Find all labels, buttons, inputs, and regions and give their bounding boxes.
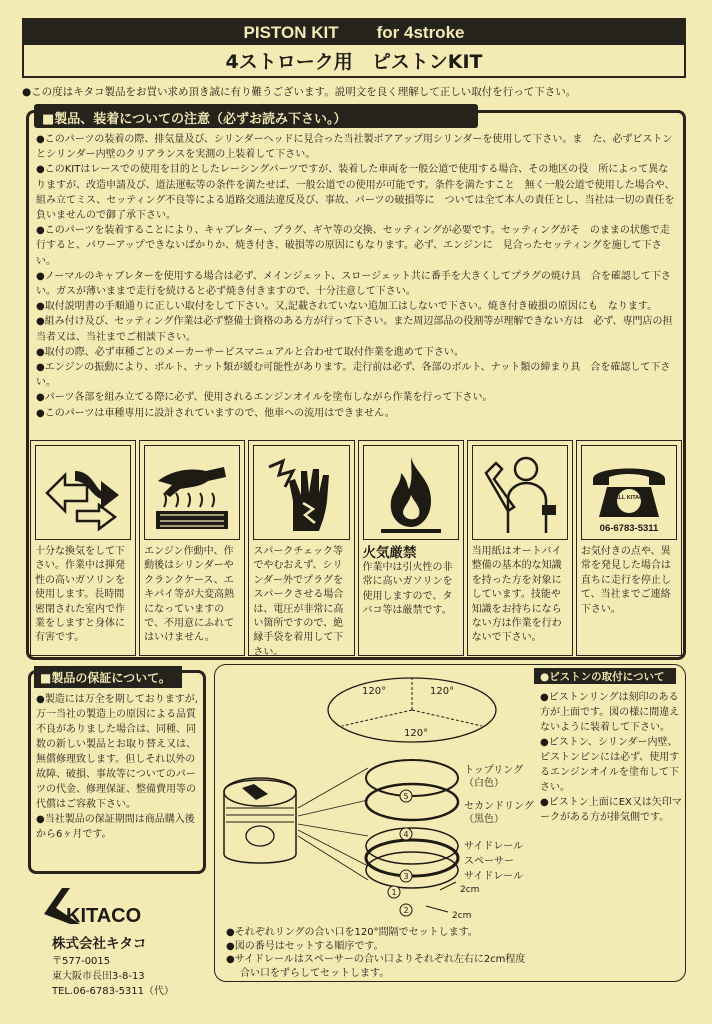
warning-title: 火気厳禁	[362, 545, 417, 561]
caution-note: ●エンジンの振動により、ボルト、ナット類が緩む可能性があります。走行前は必ず、各部のボルト、ナット類の締まり具 合を確認して下さい。	[36, 362, 671, 389]
address: 東大阪市長田3-8-13	[52, 971, 145, 982]
warning-skill	[467, 440, 573, 656]
company-name: 株式会社キタコ	[52, 936, 147, 952]
warning-text: 作業中は引火性の非常に高いガソリンを使用しますので、タバコ等は厳禁です。	[362, 562, 453, 617]
warning-heat	[139, 440, 245, 656]
caution-notes	[36, 132, 678, 421]
caution-note: ●このKITはレースでの使用を目的としたレーシングパーツですが、装着した車両を一般公道で使用する場合、その地区の役 所によって異なりますが、改造申請及び、道法運転等の条件を満たせば、一般公道での使用が可能です。条件を満たすこと 無く一般公道で使用した場合や、組み立てミス、セッティング不良等による道路交通法違反及び、事故、パーツの破損等に ついては全て本人の責任とし、当社は一切の責任を負いませんので御了承下さい。	[36, 164, 675, 222]
warranty-note: ●製造には万全を期しておりますが,万一当社の製造上の原因による品質不良がありました場合は、同種、同数の新しい製品とお取り替え又は、無償修理致します。但しそれ以外の故障、破損、事故等についてのパーツの代金、修理保証、整備費用等の代償はご容赦下さい。	[36, 694, 198, 810]
gap-label: 2cm	[460, 885, 480, 895]
piston-install-heading: ●ピストンの取付について	[534, 668, 676, 684]
phone-number: 06-6783-5311	[599, 522, 659, 534]
postal-code: 〒577-0015	[52, 956, 111, 967]
warning-text: お気付きの点や、異常を発見した場合は直ちに走行を停止して、当社までご連絡下さい。	[580, 546, 671, 615]
telephone-icon	[587, 451, 671, 535]
order-number: 2	[403, 906, 409, 915]
fire-icon	[369, 451, 453, 535]
ring-note: ●図の番号はセットする順序です。	[226, 940, 384, 952]
company-info	[52, 934, 202, 999]
telephone: TEL.06-6783-5311（代）	[52, 986, 175, 997]
intro-text: ●この度はキタコ製品をお買い求め頂き誠に有り難うございます。説明文を良く理解して正しい取付を行って下さい。	[22, 86, 577, 98]
ring-label-spacer: スペーサー	[464, 856, 514, 867]
caution-note: ●このパーツを装着することにより、キャブレター、プラグ、ギヤ等の交換、セッティングが必要です。セッティングがそ のままの状態で走行すると、パワーアップできないばかりか、焼き付き、破損等の原因にもなります。必ず、エンジンに 見合ったセッティングを施して下さい。	[36, 225, 670, 267]
angle-label: 120°	[362, 686, 387, 697]
warning-contact	[576, 440, 682, 656]
ring-note: ●サイドレールはスペーサーの合い口よりそれぞれ左右に2cm程度	[226, 954, 526, 965]
warranty-notes	[36, 692, 202, 842]
title-box	[22, 18, 686, 78]
warning-ventilation	[30, 440, 136, 656]
ring-note: 合い口をずらしてセットします。	[240, 967, 390, 979]
ring-label-text: セカンドリング （黒色）	[464, 801, 534, 825]
ring-label-top	[464, 764, 523, 790]
ring-note: ●それぞれリングの合い口を120°間隔でセットします。	[226, 927, 478, 938]
logo-text: KITACO	[66, 905, 142, 927]
title-for: for 4stroke	[376, 22, 465, 42]
angle-label: 120°	[404, 728, 429, 739]
caution-heading: ■製品、装着についての注意（必ずお読み下さい。）	[34, 104, 478, 128]
caution-note: ●パーツ各部を組み立てる際に必ず、使用されるエンジンオイルを塗布しながら作業を行って下さい。	[36, 392, 493, 404]
warning-text: 当用紙はオートバイ整備の基本的な知識を持った方を対象にしています。技能や知識をお持ちにならない方は作業を行わないで下さい。	[471, 546, 562, 644]
order-number: 3	[403, 872, 409, 881]
caution-note: ●取付の際、必ず車種ごとのメーカーサービスマニュアルと合わせて取付作業を進めて下さい。	[36, 346, 464, 358]
order-number: 1	[391, 888, 397, 897]
order-number: 4	[403, 830, 409, 839]
kitaco-logo	[40, 884, 190, 928]
order-number: 5	[403, 792, 409, 801]
piston-install-notes	[540, 690, 684, 825]
ventilation-arrows-icon	[41, 451, 125, 535]
warning-text: エンジン作動中、作動後はシリンダーやクランクケース、エキパイ等が大変高熱になっていますので、不用意にふれてはいけません。	[144, 546, 235, 644]
warning-text: スパークチェック等でやむおえず、シリンダー外でプラグをスパークさせる場合は、電圧が非常に高い箇所ですので、絶縁手袋を着用して下さい。	[253, 546, 344, 658]
gap-label: 2cm	[452, 911, 472, 921]
warning-text: 十分な換気をして下さい。作業中は揮発性の高いガソリンを使用します。長時間密閉された室内で作業をしますと身体に有害です。	[35, 546, 125, 644]
warranty-heading: ■製品の保証について。	[34, 666, 182, 688]
piston-install-note: ●ピストンリングは刻印のある方が上面です。図の様に間違えないように装着して下さい。	[540, 692, 680, 733]
ring-notes	[226, 926, 676, 980]
piston-install-note: ●ピストン、シリンダー内壁、ピストンピンには必ず、使用するエンジンオイルを塗布して下さい。	[540, 737, 680, 793]
caution-note: ●取付説明書の手順通りに正しい取付をして下さい。又,記載されていない追加工はしないで下さい。焼き付き破損の原因にも なります。	[36, 301, 658, 313]
ring-label-second	[464, 800, 534, 826]
ring-diagram	[218, 668, 534, 924]
ring-label-text: トップリング （白色）	[464, 765, 524, 789]
warning-fire	[358, 440, 464, 656]
piston-install-note: ●ピストン上面にEX又は矢印マークがある方が排気側です。	[540, 797, 682, 823]
electric-shock-hand-icon	[259, 451, 343, 535]
caution-note: ●ノーマルのキャブレターを使用する場合は必ず、メインジェット、スロージェット共に番手を大きくしてプラグの焼け具 合を確認して下さい。ガスが薄いままで走行を続けると必ず焼き付きますので、十分注意して下さい。	[36, 270, 671, 298]
caution-note: ●このパーツは車種専用に設計されていますので、他車への流用はできません。	[36, 407, 395, 419]
title-japanese: 4ストローク用 ピストンKIT	[225, 51, 483, 73]
ring-label-side-rail: サイドレール	[464, 871, 524, 882]
title-product: PISTON KIT	[243, 22, 339, 42]
caution-note: ●このパーツの装着の際、排気量及び、シリンダーヘッドに見合った当社製ボアアップ用シリンダーを使用して下さい。ま た、必ずピストンとシリンダー内壁のクリアランスを実測の上装着して下さい。	[36, 134, 673, 161]
call-badge-text: CALL KITACO	[610, 494, 648, 501]
warranty-note: ●当社製品の保証期間は商品購入後から6ヶ月です。	[36, 814, 195, 840]
hot-engine-hand-icon	[150, 451, 234, 535]
warning-row	[30, 440, 682, 656]
mechanic-icon	[478, 451, 562, 535]
angle-label: 120°	[430, 686, 455, 697]
ring-label-side-rail: サイドレール	[464, 841, 524, 852]
caution-note: ●組み付け及び、セッティング作業は必ず整備士資格のある方が行って下さい。また周辺部品の役割等が理解できない方は 必ず、専門店の担当者又は、当社までご相談下さい。	[36, 316, 673, 343]
warning-shock	[248, 440, 354, 656]
title-english	[24, 20, 684, 45]
